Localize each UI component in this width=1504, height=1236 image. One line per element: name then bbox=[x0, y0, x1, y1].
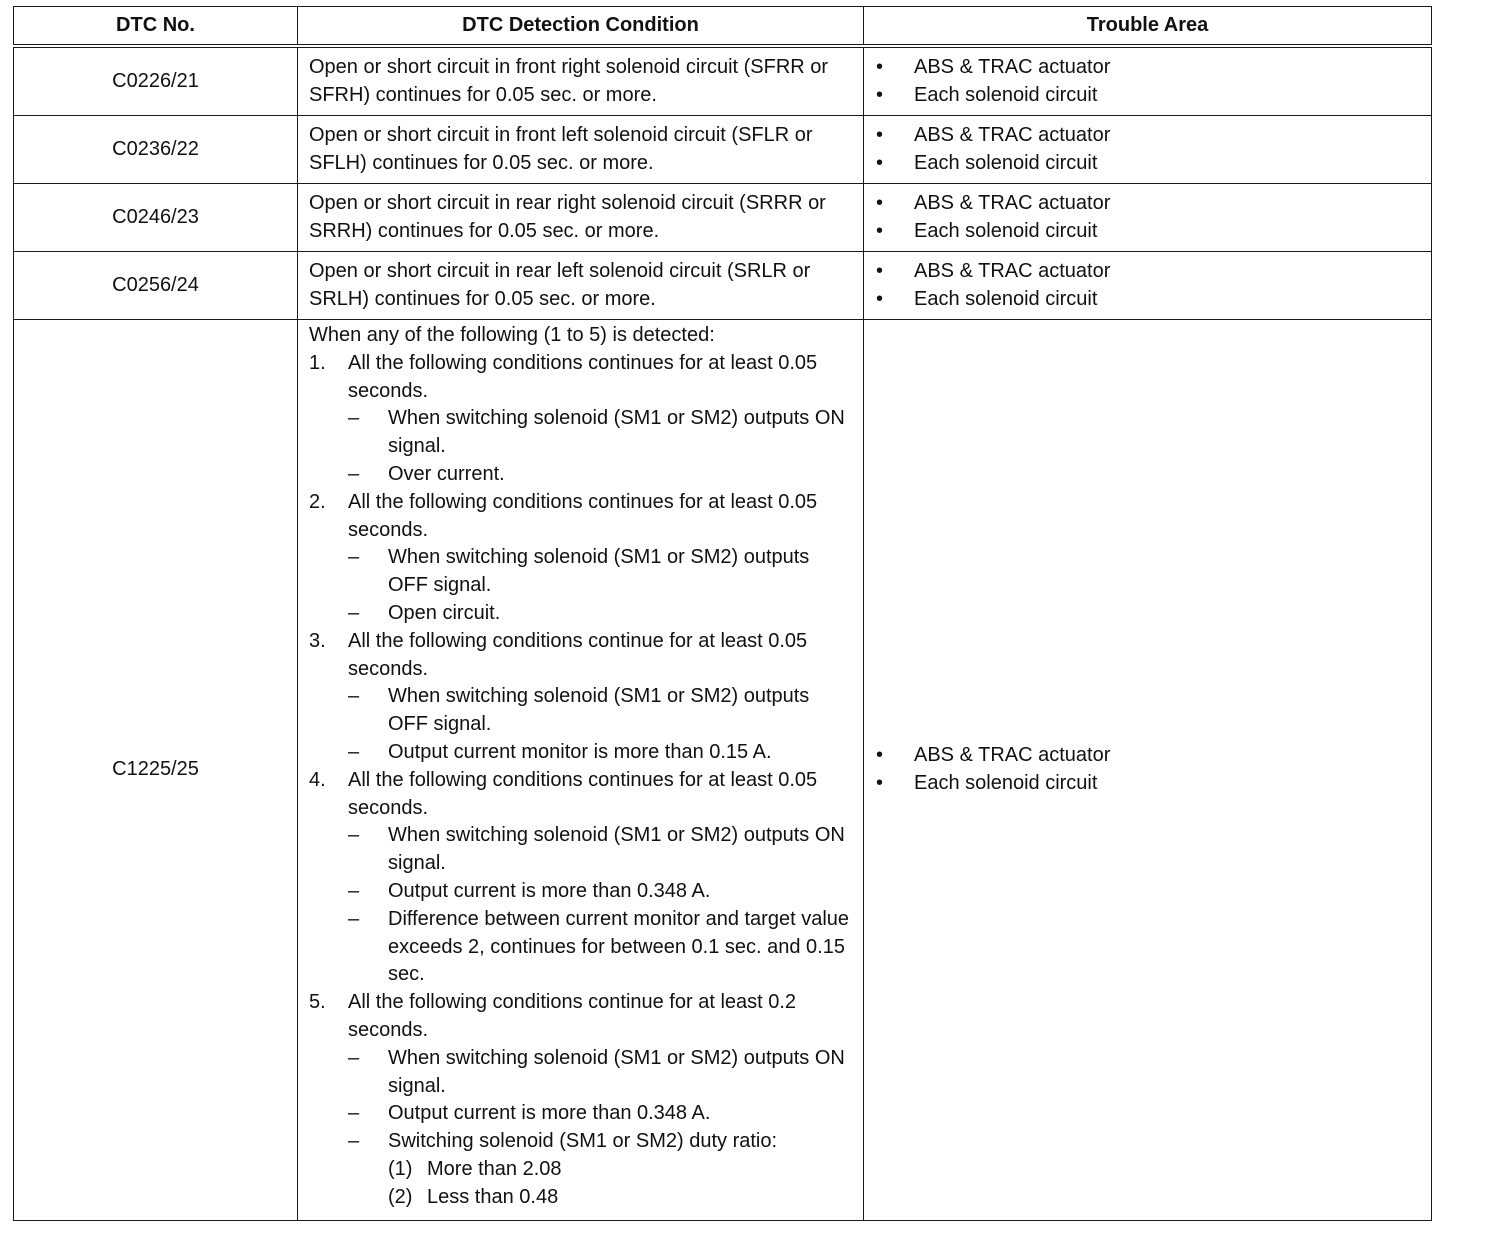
list-item bbox=[876, 82, 1423, 110]
trouble-area-list bbox=[876, 122, 1423, 178]
dash-icon: – bbox=[348, 462, 360, 485]
dtc-code: C0256/24 bbox=[14, 252, 298, 320]
detection-condition bbox=[298, 320, 864, 1221]
bullet-icon: • bbox=[876, 83, 884, 106]
condition-list bbox=[309, 350, 853, 1212]
sub-condition bbox=[348, 544, 853, 600]
trouble-area bbox=[864, 116, 1432, 184]
sub-condition bbox=[348, 878, 853, 906]
header-detection-condition: DTC Detection Condition bbox=[298, 7, 864, 47]
bullet-icon: • bbox=[876, 219, 884, 242]
sub-condition bbox=[348, 1128, 853, 1211]
condition-text: All the following conditions continue for at least 0.05 seconds. bbox=[348, 629, 808, 680]
table-row-complex bbox=[14, 320, 1432, 1221]
list-item bbox=[876, 150, 1423, 178]
trouble-area bbox=[864, 252, 1432, 320]
condition-text: All the following conditions continues for at least 0.05 seconds. bbox=[348, 490, 818, 541]
detection-condition: Open or short circuit in front left solenoid circuit (SFLR or SFLH) continues for 0.05 sec. or more. bbox=[298, 116, 864, 184]
condition-item bbox=[309, 989, 853, 1211]
bullet-icon: • bbox=[876, 771, 884, 794]
condition-number: 4. bbox=[309, 768, 326, 791]
sub-condition-text: When switching solenoid (SM1 or SM2) outputs ON signal. bbox=[388, 1046, 845, 1097]
table-header-row bbox=[14, 7, 1432, 47]
trouble-area-text: ABS & TRAC actuator bbox=[914, 123, 1111, 146]
sub-condition bbox=[348, 683, 853, 739]
bullet-icon: • bbox=[876, 55, 884, 78]
trouble-area-list bbox=[876, 190, 1423, 246]
condition-text: All the following conditions continue for at least 0.2 seconds. bbox=[348, 991, 797, 1041]
sub-condition bbox=[348, 739, 853, 767]
sub-condition-list bbox=[348, 405, 853, 488]
bullet-icon: • bbox=[876, 287, 884, 310]
sub-condition bbox=[348, 1045, 853, 1101]
dash-icon: – bbox=[348, 740, 360, 763]
trouble-area-text: ABS & TRAC actuator bbox=[914, 191, 1111, 214]
condition-text: All the following conditions continues for at least 0.05 seconds. bbox=[348, 768, 818, 819]
ratio-item bbox=[388, 1156, 853, 1184]
trouble-area-text: Each solenoid circuit bbox=[914, 287, 1098, 310]
list-item bbox=[876, 122, 1423, 150]
dash-icon: – bbox=[348, 1046, 360, 1069]
trouble-area-list bbox=[876, 54, 1423, 110]
sub-condition-text: Over current. bbox=[388, 462, 505, 485]
trouble-area-text: Each solenoid circuit bbox=[914, 219, 1098, 242]
sub-condition bbox=[348, 1100, 853, 1128]
condition-number: 1. bbox=[309, 351, 326, 374]
sub-condition-list bbox=[348, 544, 853, 627]
ratio-item bbox=[388, 1184, 853, 1212]
dash-icon: – bbox=[348, 879, 360, 902]
sub-condition-list bbox=[348, 683, 853, 766]
condition-item bbox=[309, 628, 853, 767]
sub-condition-text: When switching solenoid (SM1 or SM2) outputs ON signal. bbox=[388, 824, 845, 875]
condition-intro: When any of the following (1 to 5) is detected: bbox=[309, 324, 715, 346]
bullet-icon: • bbox=[876, 123, 884, 146]
sub-condition-list bbox=[348, 1045, 853, 1212]
list-item bbox=[876, 54, 1423, 82]
dash-icon: – bbox=[348, 407, 360, 430]
dtc-code: C0236/22 bbox=[14, 116, 298, 184]
table-row bbox=[14, 46, 1432, 116]
header-trouble-area: Trouble Area bbox=[864, 7, 1432, 47]
list-item bbox=[876, 770, 1423, 798]
sub-condition-text: Output current monitor is more than 0.15 A. bbox=[388, 740, 772, 763]
trouble-area bbox=[864, 46, 1432, 116]
sub-condition-text: Output current is more than 0.348 A. bbox=[388, 879, 711, 902]
trouble-area-list bbox=[876, 258, 1423, 314]
ratio-text: Less than 0.48 bbox=[427, 1185, 559, 1208]
sub-condition-text: Output current is more than 0.348 A. bbox=[388, 1102, 711, 1125]
sub-condition-text: When switching solenoid (SM1 or SM2) outputs OFF signal. bbox=[388, 546, 810, 597]
condition-item bbox=[309, 767, 853, 989]
condition-item bbox=[309, 350, 853, 489]
sub-condition-text: When switching solenoid (SM1 or SM2) outputs ON signal. bbox=[388, 407, 845, 458]
trouble-area-text: Each solenoid circuit bbox=[914, 83, 1098, 106]
dash-icon: – bbox=[348, 601, 360, 624]
trouble-area-text: Each solenoid circuit bbox=[914, 151, 1098, 174]
sub-condition bbox=[348, 906, 853, 989]
detection-condition: Open or short circuit in rear left solenoid circuit (SRLR or SRLH) continues for 0.05 sec. or more. bbox=[298, 252, 864, 320]
dash-icon: – bbox=[348, 1130, 360, 1153]
condition-item bbox=[309, 489, 853, 628]
bullet-icon: • bbox=[876, 259, 884, 282]
trouble-area-text: Each solenoid circuit bbox=[914, 771, 1098, 794]
condition-number: 5. bbox=[309, 991, 326, 1014]
condition-number: 2. bbox=[309, 490, 326, 513]
detection-condition: Open or short circuit in front right solenoid circuit (SFRR or SFRH) continues for 0.05 sec. or more. bbox=[298, 46, 864, 116]
dtc-table bbox=[13, 6, 1432, 1221]
sub-condition bbox=[348, 461, 853, 489]
sub-condition bbox=[348, 600, 853, 628]
bullet-icon: • bbox=[876, 191, 884, 214]
condition-number: 3. bbox=[309, 629, 326, 652]
trouble-area-text: ABS & TRAC actuator bbox=[914, 55, 1111, 78]
condition-text: All the following conditions continues for at least 0.05 seconds. bbox=[348, 351, 818, 402]
table-row bbox=[14, 116, 1432, 184]
list-item bbox=[876, 258, 1423, 286]
sub-condition-text: Difference between current monitor and target value exceeds 2, continues for between 0.1 sec. and 0.15 sec. bbox=[388, 907, 850, 986]
sub-condition-text: When switching solenoid (SM1 or SM2) outputs OFF signal. bbox=[388, 685, 810, 736]
dash-icon: – bbox=[348, 546, 360, 569]
dtc-code: C0226/21 bbox=[14, 46, 298, 116]
ratio-text: More than 2.08 bbox=[427, 1157, 562, 1180]
trouble-area-text: ABS & TRAC actuator bbox=[914, 743, 1111, 766]
dtc-code: C1225/25 bbox=[14, 320, 298, 1221]
trouble-area-list bbox=[876, 742, 1423, 798]
list-item bbox=[876, 286, 1423, 314]
trouble-area-text: ABS & TRAC actuator bbox=[914, 259, 1111, 282]
dash-icon: – bbox=[348, 824, 360, 847]
ratio-number: (1) bbox=[388, 1157, 413, 1180]
ratio-number: (2) bbox=[388, 1185, 413, 1208]
dash-icon: – bbox=[348, 907, 360, 930]
sub-condition-text: Switching solenoid (SM1 or SM2) duty ratio: bbox=[388, 1130, 778, 1153]
table-row bbox=[14, 184, 1432, 252]
trouble-area bbox=[864, 320, 1432, 1221]
ratio-list bbox=[388, 1156, 853, 1212]
sub-condition-list bbox=[348, 822, 853, 989]
sub-condition bbox=[348, 822, 853, 878]
bullet-icon: • bbox=[876, 151, 884, 174]
detection-condition: Open or short circuit in rear right solenoid circuit (SRRR or SRRH) continues for 0.05 sec. or more. bbox=[298, 184, 864, 252]
list-item bbox=[876, 742, 1423, 770]
sub-condition bbox=[348, 405, 853, 461]
sub-condition-text: Open circuit. bbox=[388, 601, 501, 624]
list-item bbox=[876, 218, 1423, 246]
header-dtc-no: DTC No. bbox=[14, 7, 298, 47]
table-row bbox=[14, 252, 1432, 320]
dash-icon: – bbox=[348, 1102, 360, 1125]
trouble-area bbox=[864, 184, 1432, 252]
bullet-icon: • bbox=[876, 743, 884, 766]
dash-icon: – bbox=[348, 685, 360, 708]
list-item bbox=[876, 190, 1423, 218]
dtc-code: C0246/23 bbox=[14, 184, 298, 252]
